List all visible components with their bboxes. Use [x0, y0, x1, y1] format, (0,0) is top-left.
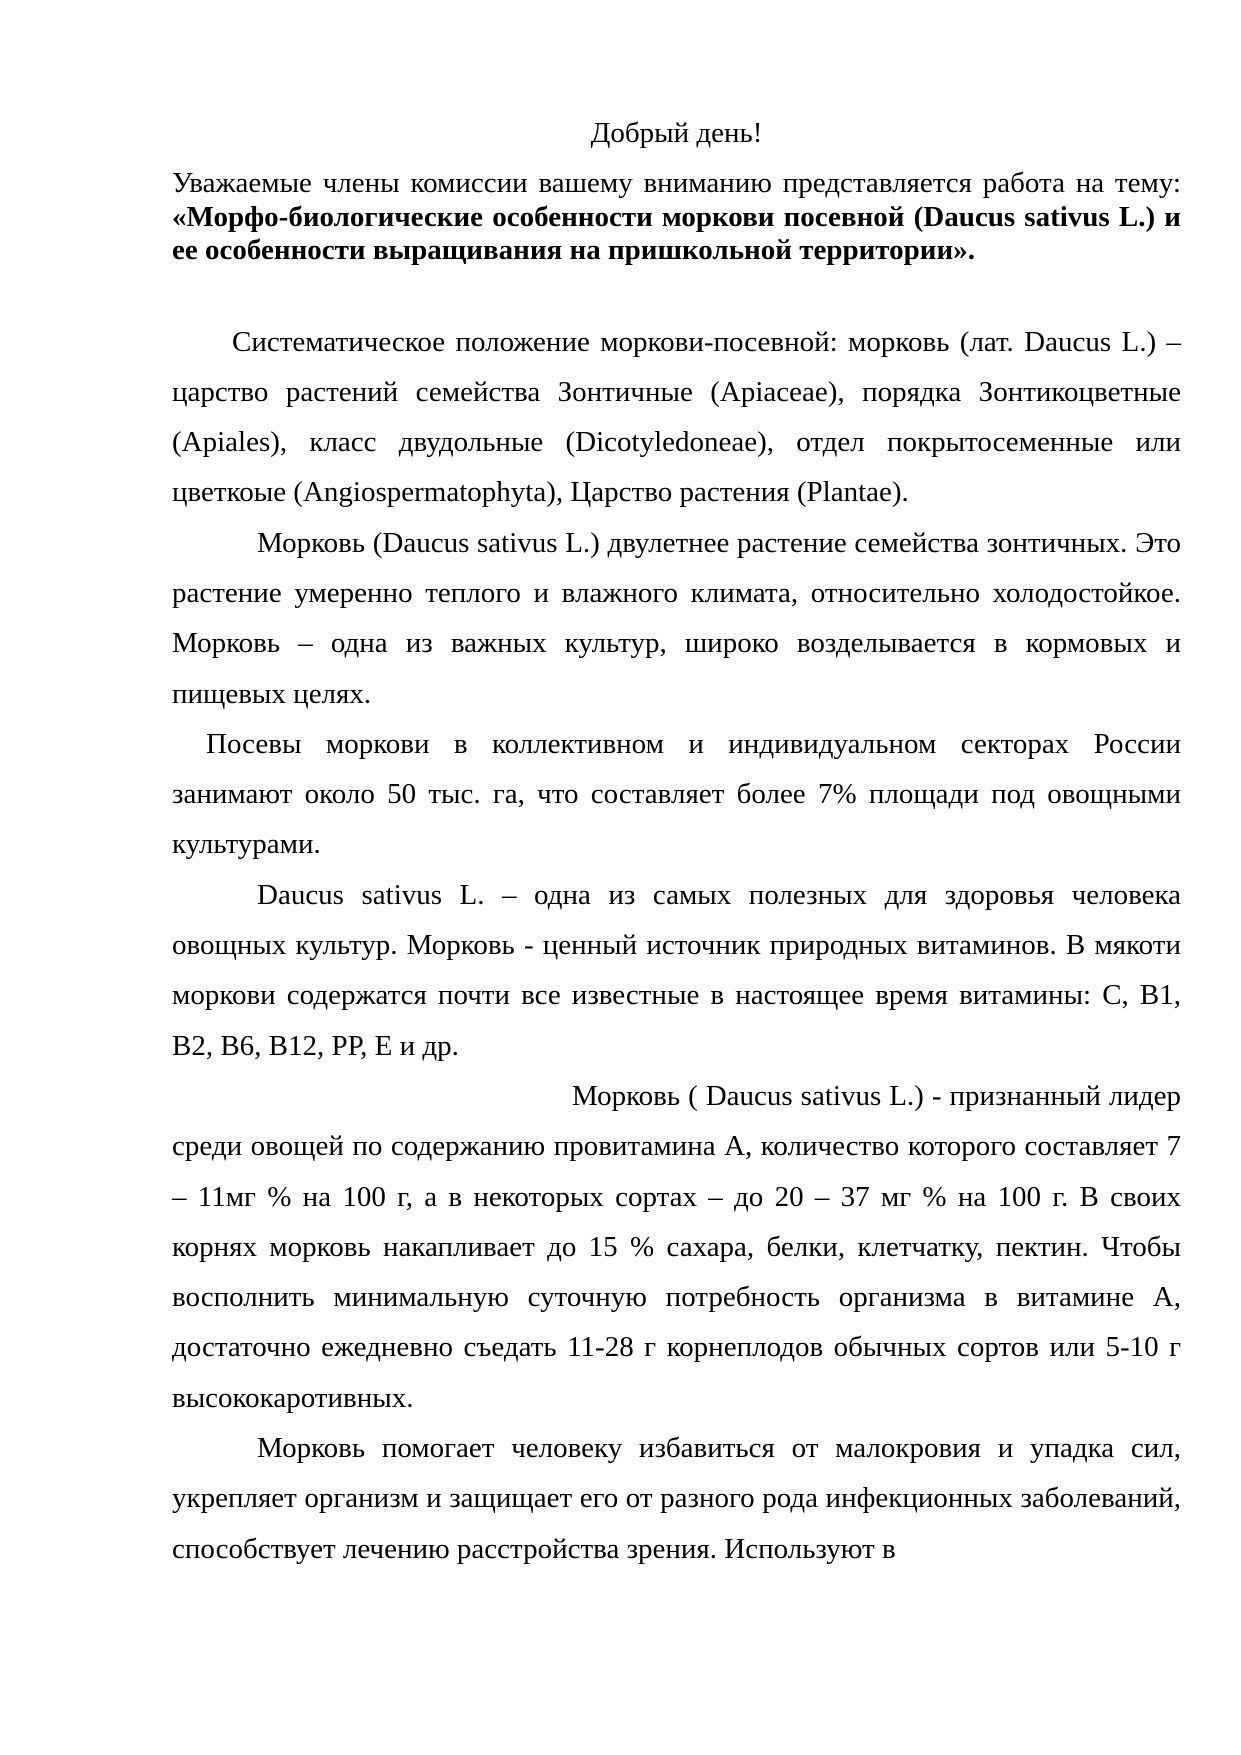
intro-normal-text: Уважаемые члены комиссии вашему вниманию представляется работа на тему:: [172, 167, 1181, 199]
paragraph-sowing-area: Посевы моркови в коллективном и индивидуальном секторах России занимают около 50 тыс. га, что составляет более 7% площади под овощными культурами.: [172, 727, 1181, 861]
paragraph-systematic-position: Систематическое положение моркови-посевной: морковь (лат. Daucus L.) – царство растений семейства Зонтичные (Apiaceae), порядка Зонтикоцветные (Apiales), класс двудольные (Dicotyledoneae), отдел покрытосеменные или цветкоые (Angiospermatophyta), Царство растения (Plantae).: [172, 325, 1181, 509]
paragraph-vitamins: Daucus sativus L. – одна из самых полезных для здоровья человека овощных культур. Морковь - ценный источник природных витаминов. В мякоти моркови содержатся почти все известные в настоящее время витамины: С, В1, В2, В6, В12, РР, Е и др.: [172, 878, 1181, 1062]
paragraph-intro-commission: [172, 167, 1181, 268]
intro-bold-topic-text: «Морфо-биологические особенности моркови посевной (Daucus sativus L.) и ее особенности выращивания на пришкольной территории».: [172, 200, 1181, 266]
paragraph-biennial-plant: Морковь (Daucus sativus L.) двулетнее растение семейства зонтичных. Это растение умеренно теплого и влажного климата, относительно холодостойкое. Морковь – одна из важных культур, широко возделывается в кормовых и пищевых целях.: [172, 526, 1181, 710]
document-title: Добрый день!: [590, 117, 763, 149]
paragraph-health-benefits: Морковь помогает человеку избавиться от малокровия и упадка сил, укрепляет организм и защищает его от разного рода инфекционных заболеваний, способствует лечению расстройства зрения. Используют в: [172, 1432, 1181, 1565]
paragraph-provitamin-a: Морковь ( Daucus sativus L.) - признанный лидер среди овощей по содержанию провитамина А, количество которого составляет 7 – 11мг % на 100 г, а в некоторых сортах – до 20 – 37 мг % на 100 г. В своих корнях морковь накапливает до 15 % сахара, белки, клетчатку, пектин. Чтобы восполнить минимальную суточную потребность организма в витамине А, достаточно ежедневно съедать 11-28 г корнеплодов обычных сортов или 5-10 г высококаротивных.: [172, 1079, 1181, 1414]
